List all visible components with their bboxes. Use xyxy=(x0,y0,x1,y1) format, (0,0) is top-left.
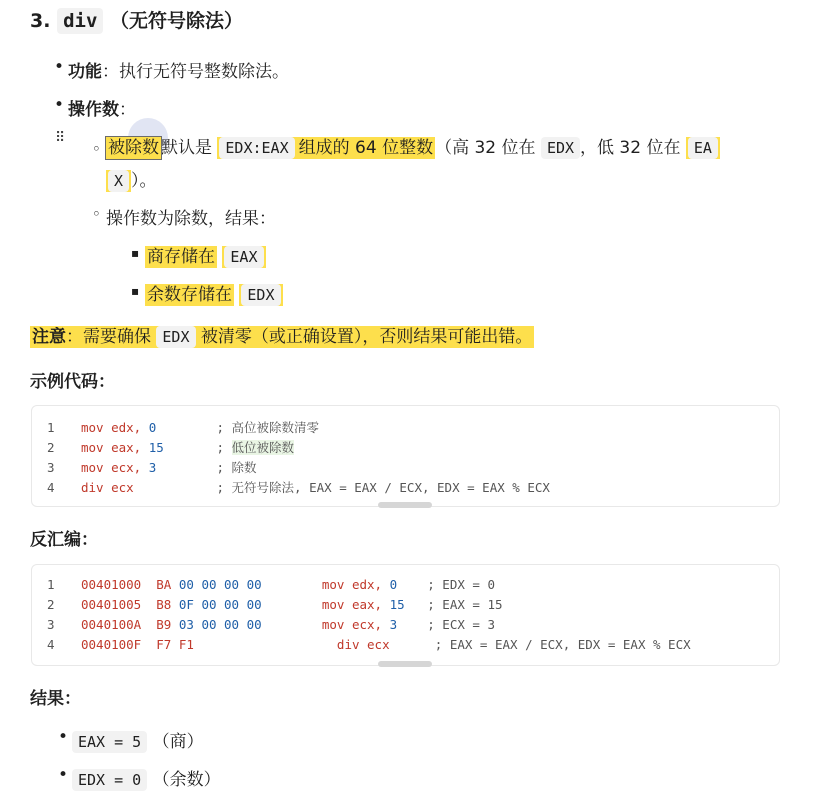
note-label: 注意 xyxy=(32,327,66,347)
note-text1: 需要确保 xyxy=(83,327,151,347)
list-item-divisor xyxy=(106,204,276,229)
divisor-text: 操作数为除数，结果： xyxy=(106,209,276,229)
eax-code-b: X xyxy=(108,170,129,192)
example-code-block[interactable] xyxy=(31,405,780,507)
horizontal-scrollbar[interactable] xyxy=(378,661,432,667)
code-line: 3 0040100A B9 03 00 00 00 mov ecx, 3 ; ECX = 3 xyxy=(47,617,495,632)
list-item-function xyxy=(68,57,289,82)
function-text: 执行无符号整数除法。 xyxy=(119,62,289,82)
remainder-text: 余数存储在 xyxy=(147,285,232,305)
dividend-close-text: ）。 xyxy=(131,171,157,191)
edx-code: EDX xyxy=(541,137,580,159)
section-heading xyxy=(30,6,243,33)
remainder-code: EDX xyxy=(241,284,280,306)
comment-selection: 低位被除数 xyxy=(231,440,295,455)
result-item xyxy=(72,727,204,752)
result-code: EAX = 5 xyxy=(72,731,147,753)
heading-title: （无符号除法） xyxy=(110,10,244,32)
example-code-label: 示例代码： xyxy=(30,372,115,392)
result-item xyxy=(72,765,221,790)
edx-eax-code: EDX:EAX xyxy=(219,137,294,159)
code-line: 3 mov ecx, 3 ; 除数 xyxy=(47,460,257,475)
code-line: 1 00401000 BA 00 00 00 00 mov edx, 0 ; EDX = 0 xyxy=(47,577,495,592)
eax-code-hl-b xyxy=(106,170,131,192)
code-line: 4 0040100F F7 F1 div ecx ; EAX = EAX / ECX, EDX = EAX % ECX xyxy=(47,637,691,652)
code-line: 4 div ecx ; 无符号除法, EAX = EAX / ECX, EDX = EAX % ECX xyxy=(47,480,550,495)
result-text: （余数） xyxy=(152,770,221,790)
note-paragraph xyxy=(30,322,534,347)
dividend-term: 被除数 xyxy=(108,138,159,158)
dividend-code-hl xyxy=(217,137,296,159)
dividend-high-text: （高 32 位在 xyxy=(435,138,536,158)
eax-code-a: EA xyxy=(688,137,718,159)
list-item-remainder xyxy=(145,280,283,305)
drag-handle-icon[interactable]: ⠿ xyxy=(55,130,64,146)
code-line: 1 mov edx, 0 ; 高位被除数清零 xyxy=(47,420,320,435)
heading-number: 3. xyxy=(30,10,51,32)
list-item-dividend xyxy=(106,132,786,198)
quotient-text: 商存储在 xyxy=(147,247,215,267)
code-line: 2 00401005 B8 0F 00 00 00 mov eax, 15 ; EAX = 15 xyxy=(47,597,503,612)
dividend-default-text: 默认是 xyxy=(161,138,212,158)
quotient-code: EAX xyxy=(224,246,263,268)
horizontal-scrollbar[interactable] xyxy=(378,502,432,508)
result-text: （商） xyxy=(152,732,204,752)
list-item-quotient xyxy=(145,242,266,267)
note-sep: ： xyxy=(66,327,83,347)
result-code: EDX = 0 xyxy=(72,769,147,791)
list-item-operand xyxy=(68,95,136,120)
dividend-low-text: ，低 32 位在 xyxy=(580,138,681,158)
disasm-code-block[interactable] xyxy=(31,564,780,666)
function-sep: ： xyxy=(102,62,119,82)
operand-label: 操作数 xyxy=(68,100,119,120)
eax-code-hl-a xyxy=(686,137,720,159)
note-code: EDX xyxy=(156,326,195,348)
operand-sep: ： xyxy=(119,100,136,120)
dividend-64bit-text: 组成的 64 位整数 xyxy=(298,138,434,158)
code-line: 2 mov eax, 15 ; 低位被除数 xyxy=(47,440,295,455)
note-text2: 被清零（或正确设置），否则结果可能出错。 xyxy=(200,327,533,347)
disasm-label: 反汇编： xyxy=(30,530,98,550)
result-label: 结果： xyxy=(30,689,81,709)
comment-highlighted: ; 低位被除数 xyxy=(216,440,295,455)
heading-code: div xyxy=(57,8,103,34)
function-label: 功能 xyxy=(68,62,102,82)
